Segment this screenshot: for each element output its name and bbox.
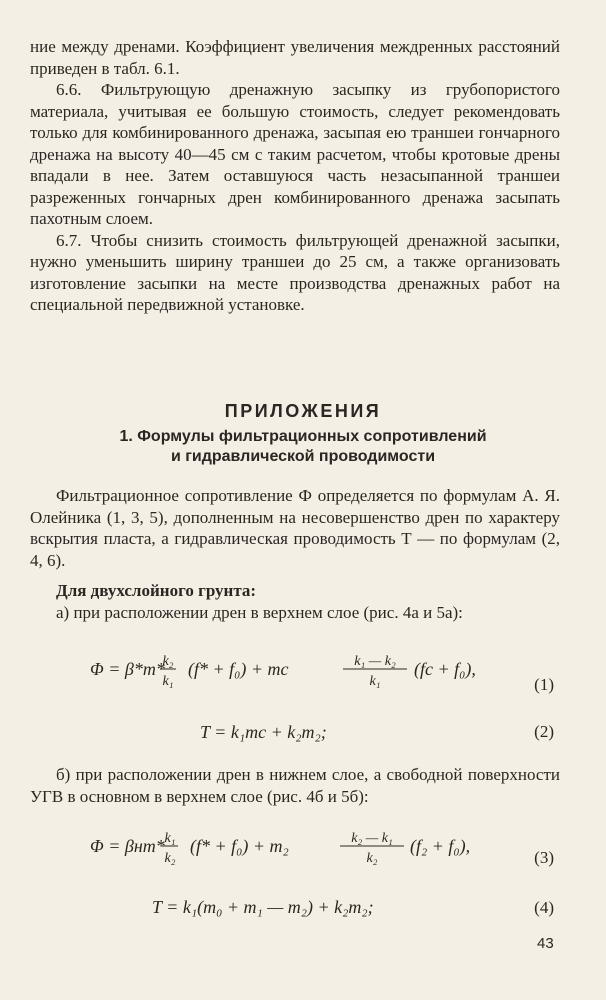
appendix-title: ПРИЛОЖЕНИЯ: [224, 401, 382, 421]
case-b-block: [30, 764, 560, 807]
eq1-mid: (f* + f₀) + mс: [188, 659, 289, 679]
section-title-line2: и гидравлической проводимости: [170, 448, 436, 465]
eq4-number: (4): [534, 898, 554, 917]
equation-2-svg: [0, 718, 606, 758]
eq3-frac2-num: k₂ — k₁: [351, 831, 393, 846]
text-block-top: [30, 36, 560, 316]
eq3-frac2-den: k₂: [366, 851, 378, 866]
eq3-number: (3): [534, 848, 554, 867]
section-title: [0, 427, 606, 467]
section-title-line1: 1. Формулы фильтрационных сопротивлений: [119, 428, 487, 445]
eq1-number: (1): [534, 675, 554, 694]
paragraph-6-6: 6.6. Фильтрующую дренажную засыпку из грубопористого материала, учитывая ее большую стоимость, следует рекомендовать только для комбинированного дренажа, засыпая ею траншеи гончарного дренажа на высоту 40—45 см с таким расчетом, чтобы кротовые дрены впадали в нее. Затем оставшуюся часть незасыпанной траншеи разреженных гончарных дрен комбинированного дренажа засыпать пахотным слоем.: [30, 80, 560, 228]
paragraph-6-7: 6.7. Чтобы снизить стоимость фильтрующей дренажной засыпки, нужно уменьшить ширину траншеи до 25 см, а также организовать изготовление засыпки на месте производства дренажных работ на специальной передвижной установке.: [30, 230, 560, 314]
equation-4-svg: [0, 893, 606, 933]
eq2-expr: T = k₁mс + k₂m₂;: [200, 722, 327, 742]
equation-1-svg: [0, 645, 606, 705]
intro-paragraph: Фильтрационное сопротивление Ф определяется по формулам А. Я. Олейника (1, 3, 5), дополненным на несовершенство дрен по характеру вскрытия пласта, а гидравлическая проводимость Т — по формулам (2, 4, 6).: [30, 486, 560, 570]
equation-3-svg: [0, 822, 606, 882]
eq2-number: (2): [534, 722, 554, 741]
case-a-text: а) при расположении дрен в верхнем слое (рис. 4а и 5а):: [56, 602, 463, 622]
eq3-frac1-num: k₁: [164, 831, 176, 846]
eq4-expr: T = k₁(m₀ + m₁ — m₂) + k₂m₂;: [152, 897, 374, 917]
eq3-mid: (f* + f₀) + m₂: [190, 836, 289, 856]
case-b-text: б) при расположении дрен в нижнем слое, а свободной поверхности УГВ в основном в верхнем слое (рис. 4б и 5б):: [30, 765, 560, 806]
two-layer-block: [30, 580, 560, 623]
eq1-frac1-num: k₂: [162, 654, 174, 669]
page-number: 43: [537, 935, 554, 952]
equation-4: [0, 893, 606, 953]
eq3-lhs: Φ = βнm*: [90, 836, 165, 856]
eq1-tail: (fс + f₀),: [414, 659, 476, 679]
eq1-lhs: Φ = β*m*: [90, 659, 165, 679]
equation-3: [0, 822, 606, 882]
eq1-frac1-den: k₁: [162, 674, 174, 689]
eq3-frac1-den: k₂: [164, 851, 176, 866]
paragraph-continuation: ние между дренами. Коэффициент увеличения междренных расстояний приведен в табл. 6.1.: [30, 37, 560, 78]
two-layer-heading: Для двухслойного грунта:: [56, 581, 257, 600]
eq3-tail: (f₂ + f₀),: [410, 836, 471, 856]
equation-1: [0, 645, 606, 705]
eq1-frac2-num: k₁ — k₂: [354, 654, 396, 669]
eq1-frac2-den: k₁: [369, 674, 381, 689]
intro-block: [30, 485, 560, 571]
